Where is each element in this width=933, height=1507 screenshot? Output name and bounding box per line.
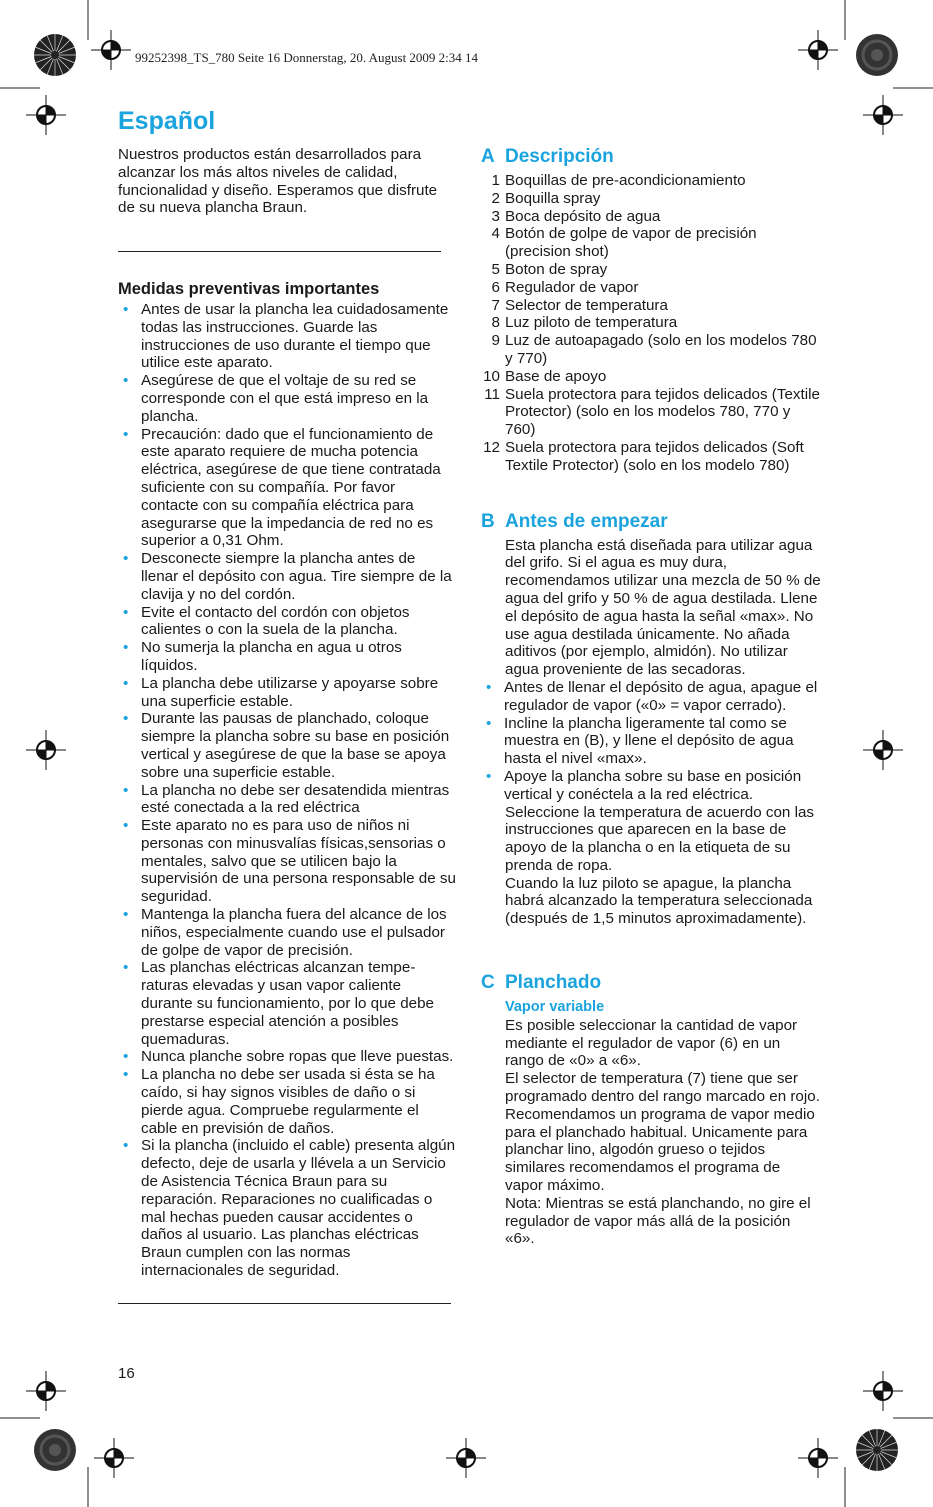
part-label: Suela protectora para tejidos delicados (Soft Textile Protector) (solo en los modelo 780) — [505, 438, 804, 474]
part-number: 7 — [491, 296, 500, 314]
part-label: Boquillas de pre-acondicionamiento — [505, 172, 746, 189]
section-title: Planchado — [505, 972, 602, 994]
divider — [118, 1302, 451, 1304]
part-item — [481, 190, 821, 208]
ironing-paragraph: Es posible seleccionar la cantidad de vapor mediante el regulador de vapor (6) en un rango de «0» a «6». — [505, 1016, 798, 1070]
section-letter: A — [481, 146, 495, 167]
part-item — [481, 368, 821, 386]
section-a-heading — [481, 146, 821, 168]
section-b-bullets — [481, 679, 821, 804]
print-slug: 99252398_TS_780 Seite 16 Donnerstag, 20. August 2009 2:34 14 — [135, 50, 479, 65]
part-label: Botón de golpe de vapor de precisión (precision shot) — [505, 225, 757, 261]
part-item — [481, 208, 821, 226]
part-number: 11 — [484, 385, 500, 403]
precaution-item: • Precaución: dado que el funcionamiento de este aparato requiere de mucha potencia eléctrica, asegúrese de que tiene contratada suficiente con su compañía. Por favor contacte con su compañía eléctrica para asegurarse que la impedancia de red no es superior a 0,31 Ohm. — [118, 426, 456, 551]
starburst-icon — [33, 33, 77, 77]
instruction-item: • Apoye la plancha sobre su base en posición vertical y conéctela a la red eléctrica. — [481, 768, 821, 804]
part-number: 9 — [491, 332, 500, 350]
instruction-paragraph: Seleccione la temperatura de acuerdo con las instrucciones que aparecen en la base de apoyo de la plancha o en la etiqueta de su prenda de ropa. — [505, 803, 815, 874]
ironing-paragraph: Recomendamos un programa de vapor medio para el planchado habitual. Unicamente para planchar lino, algodón grueso o tejidos similares recomendamos el programa de vapor máximo. — [505, 1105, 815, 1195]
part-item — [481, 225, 821, 261]
precaution-item: • La plancha debe utilizarse y apoyarse sobre una superficie estable. — [118, 675, 456, 711]
precaution-item: • Nunca planche sobre ropas que lleve puestas. — [118, 1048, 456, 1066]
section-title: Descripción — [505, 146, 614, 167]
registration-mark-icon — [26, 730, 66, 770]
starburst-icon — [855, 33, 899, 77]
instruction-paragraph: Cuando la luz piloto se apague, la plancha habrá alcanzado la temperatura seleccionada (después de 1,5 minutos aproximadamente). — [505, 874, 813, 928]
precaution-item: • Asegúrese de que el voltaje de su red se corresponde con el que está impreso en la plancha. — [118, 372, 456, 425]
section-title: Antes de empezar — [505, 510, 668, 532]
right-column — [481, 146, 821, 1248]
starburst-icon — [855, 1428, 899, 1472]
instruction-item: • Antes de llenar el depósito de agua, apague el regulador de vapor («0» = vapor cerrado). — [481, 679, 821, 715]
registration-mark-icon — [26, 95, 66, 135]
registration-mark-icon — [863, 730, 903, 770]
precaution-item: • Si la plancha (incluido el cable) presenta algún defecto, deje de usarla y llévela a un Servicio de Asistencia Técnica Braun para su reparación. Reparaciones no cualificadas o mal hechas pueden causar accidentes o daños al usuario. Las planchas eléctricas Braun cumplen con las normas internacionales de seguridad. — [118, 1137, 456, 1279]
part-label: Regulador de vapor — [505, 278, 639, 296]
part-item — [481, 279, 821, 297]
parts-list — [481, 172, 821, 475]
part-label: Boquilla spray — [505, 189, 601, 207]
precaution-item: • Desconecte siempre la plancha antes de llenar el depósito con agua. Tire siempre de la clavija y no del cordón. — [118, 550, 456, 603]
part-item — [481, 332, 821, 368]
part-number: 3 — [491, 207, 500, 225]
precaution-item: • Antes de usar la plancha lea cuidadosamente todas las instrucciones. Guarde las instrucciones de uso durante el tiempo que utilice este aparato. — [118, 301, 456, 372]
precaution-item: • Durante las pausas de planchado, coloque siempre la plancha sobre su base en posición vertical y asegúrese de que la base se apoya sobre una superficie estable. — [118, 710, 456, 781]
instruction-item: • Incline la plancha ligeramente tal como se muestra en (B), y llene el depósito de agua hasta el nivel «max». — [481, 715, 821, 768]
registration-mark-icon — [26, 1371, 66, 1411]
part-number: 5 — [491, 260, 500, 278]
part-item — [481, 386, 821, 439]
section-letter: C — [481, 972, 495, 994]
part-number: 10 — [483, 367, 500, 385]
registration-mark-icon — [863, 1371, 903, 1411]
part-label: Base de apoyo — [505, 367, 607, 385]
part-number: 8 — [491, 314, 500, 332]
registration-mark-icon — [798, 30, 838, 70]
precaution-item: • No sumerja la plancha en agua u otros líquidos. — [118, 639, 456, 675]
precautions-heading: Medidas preventivas importantes — [118, 280, 380, 299]
part-label: Boca depósito de agua — [505, 207, 661, 225]
section-c-paragraphs — [505, 1017, 821, 1248]
precaution-item: • Las planchas eléctricas alcanzan temperaturas elevadas y usan vapor caliente durante su funcionamiento, por lo que debe prestarse especial atención a posibles quemaduras. — [118, 959, 456, 1048]
page-number: 16 — [118, 1365, 135, 1382]
precaution-item: • La plancha no debe ser usada si ésta se ha caído, si hay signos visibles de daño o si pierde agua. Compruebe regularmente el cable en previsión de daños. — [118, 1066, 456, 1137]
page-title: Español — [118, 107, 216, 135]
intro-paragraph: Nuestros productos están desarrollados para alcanzar los más altos niveles de calidad, funcionalidad y diseño. Esperamos que disfrute de su nueva plancha Braun. — [118, 146, 438, 217]
part-label: Luz piloto de temperatura — [505, 314, 678, 332]
part-number: 4 — [491, 225, 500, 243]
part-item — [481, 297, 821, 315]
precaution-item: • La plancha no debe ser desatendida mientras esté conectada a la red eléctrica — [118, 782, 456, 818]
precaution-item: • Evite el contacto del cordón con objetos calientes o con la suela de la plancha. — [118, 604, 456, 640]
precautions-list — [118, 301, 456, 1280]
registration-mark-icon — [798, 1438, 838, 1478]
part-label: Luz de autoapagado (solo en los modelos 780 y 770) — [505, 332, 817, 367]
part-number: 2 — [491, 189, 500, 207]
part-label: Suela protectora para tejidos delicados (Textile Protector) (solo en los modelos 780, 770 y 760) — [505, 385, 820, 439]
part-item — [481, 172, 821, 190]
section-letter: B — [481, 510, 495, 532]
section-c-heading — [481, 972, 821, 994]
ironing-paragraph: El selector de temperatura (7) tiene que ser programado dentro del rango marcado en rojo. — [505, 1070, 820, 1106]
section-c-subheading: Vapor variable — [505, 999, 605, 1016]
starburst-icon — [33, 1428, 77, 1472]
section-b-heading — [481, 511, 821, 533]
part-label: Boton de spray — [505, 260, 608, 278]
ironing-paragraph: Nota: Mientras se está planchando, no gire el regulador de vapor más allá de la posición «6». — [505, 1194, 811, 1248]
registration-mark-icon — [94, 1438, 134, 1478]
precaution-item: • Mantenga la plancha fuera del alcance de los niños, especialmente cuando use el pulsador de golpe de vapor de precisión. — [118, 906, 456, 959]
part-item — [481, 261, 821, 279]
registration-mark-icon — [863, 95, 903, 135]
part-label: Selector de temperatura — [505, 296, 668, 314]
part-number: 1 — [491, 172, 500, 189]
precaution-item: • Este aparato no es para uso de niños ni personas con minusvalías físicas,sensorias o mentales, salvo que se utilicen bajo la supervisión de una persona responsable de su seguridad. — [118, 817, 456, 906]
registration-mark-icon — [91, 30, 131, 70]
left-column — [118, 146, 456, 1304]
registration-mark-icon — [446, 1438, 486, 1478]
part-item — [481, 439, 821, 475]
part-number: 6 — [491, 278, 500, 296]
part-item — [481, 314, 821, 332]
divider — [118, 250, 441, 252]
part-number: 12 — [483, 438, 500, 456]
section-b-notes — [481, 804, 821, 929]
section-b-intro: Esta plancha está diseñada para utilizar agua del grifo. Si el agua es muy dura, recomendamos utilizar una mezcla de 50 % de agua del grifo y 50 % de agua destilada. Llene el depósito de agua hasta la señal «max». No use agua destilada únicamente. No añada aditivos (por ejemplo, almidón). No utilizar agua proveniente de las secadoras. — [505, 536, 821, 679]
